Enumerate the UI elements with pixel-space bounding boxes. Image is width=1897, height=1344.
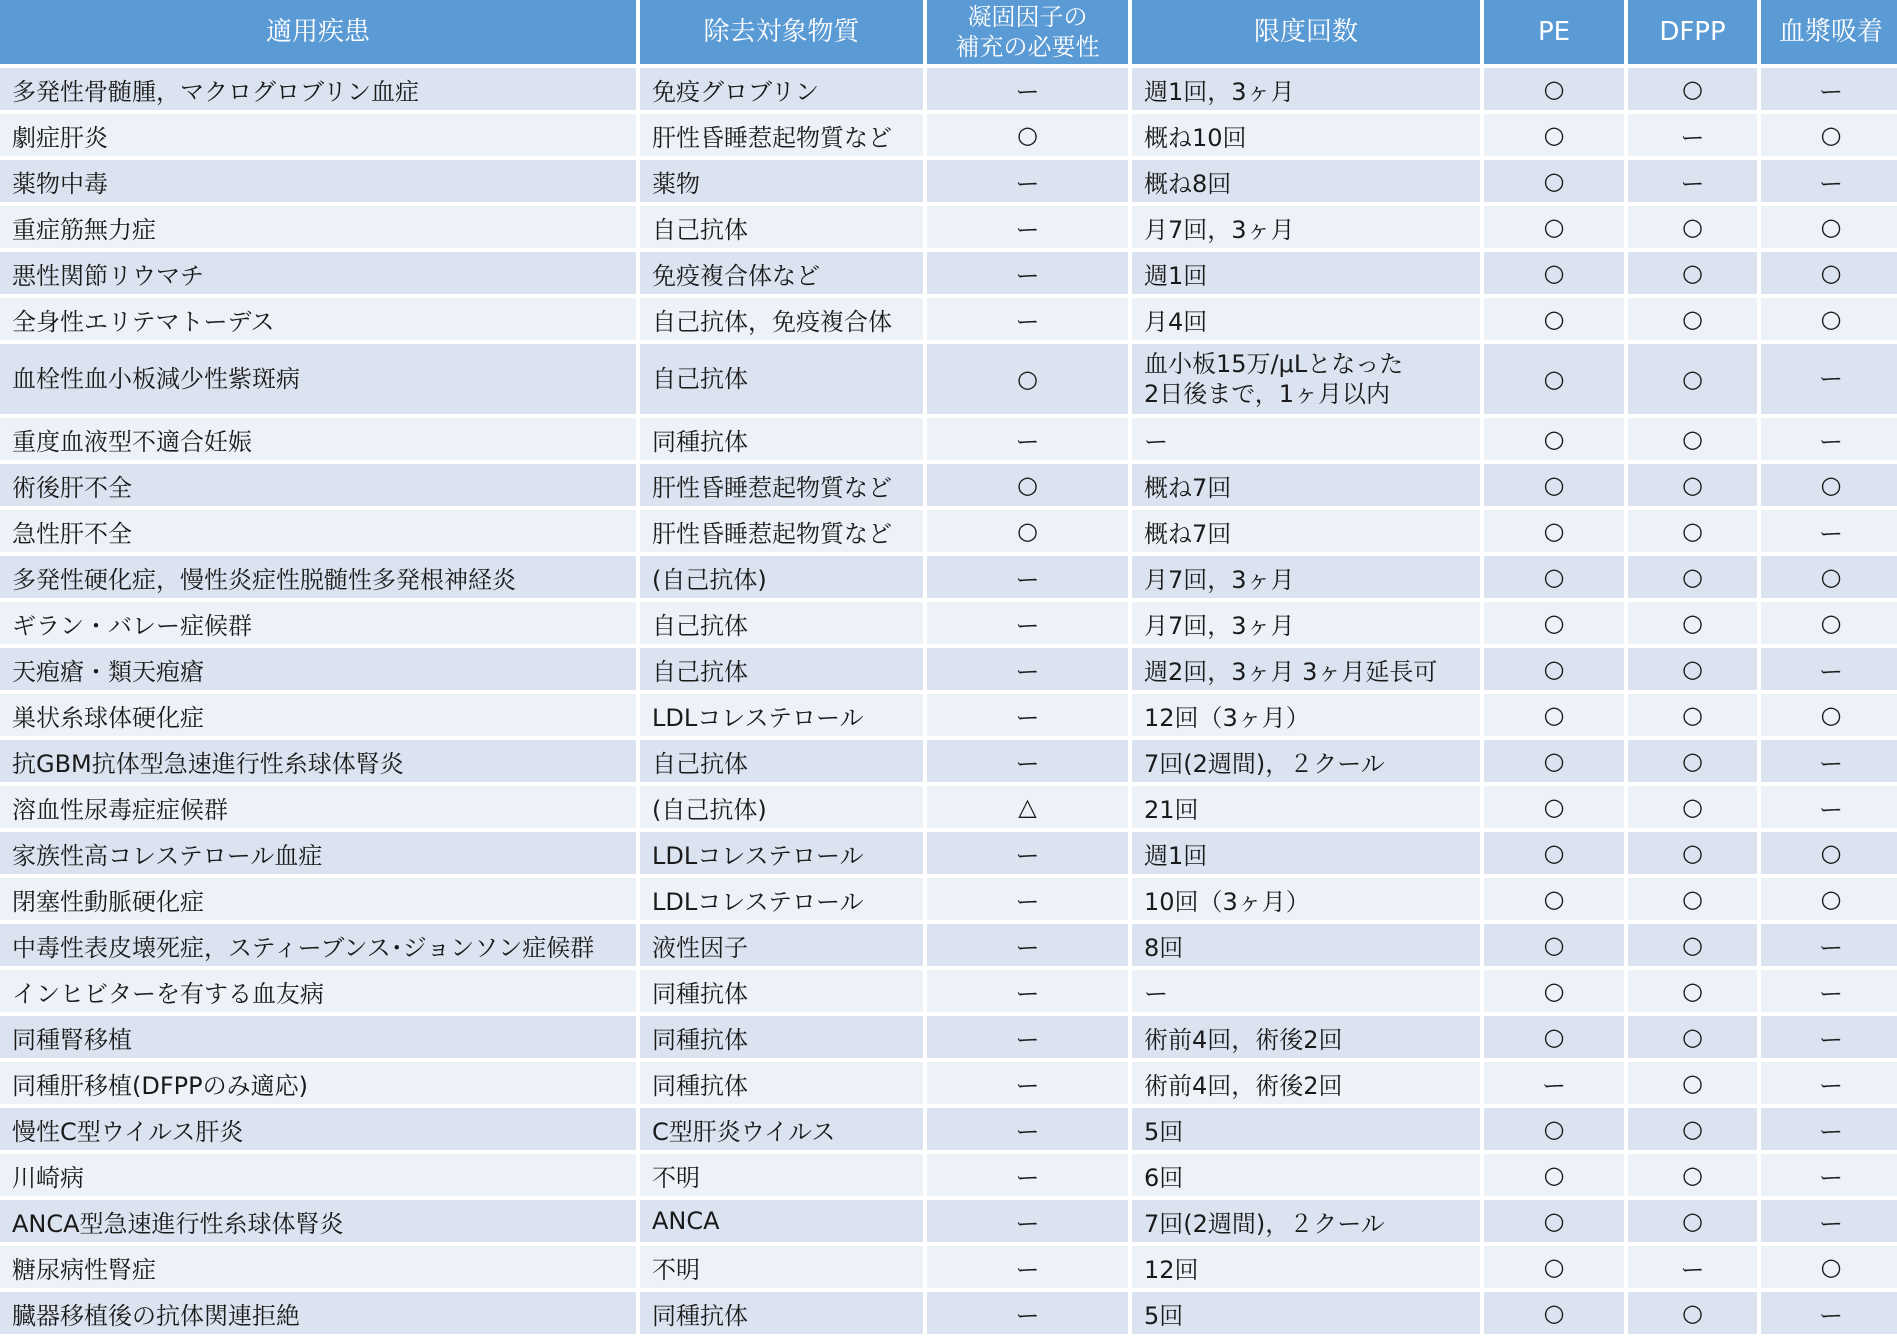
cell-limit-count: 月7回，3ヶ月	[1132, 206, 1480, 248]
cell-dfpp: ○	[1628, 924, 1757, 966]
cell-coagulation-factor: ー	[927, 648, 1128, 690]
cell-plasma-adsorption: ー	[1761, 418, 1897, 460]
table-row	[0, 68, 1897, 110]
cell-target-substance: 同種抗体	[640, 1016, 923, 1058]
cell-target-substance: 液性因子	[640, 924, 923, 966]
cell-disease: 劇症肝炎	[0, 114, 636, 156]
cell-disease: 重症筋無力症	[0, 206, 636, 248]
table-row	[0, 206, 1897, 248]
cell-pe: ○	[1484, 1200, 1624, 1242]
cell-disease: 急性肝不全	[0, 510, 636, 552]
cell-limit-count: 概ね7回	[1132, 464, 1480, 506]
table-row	[0, 878, 1897, 920]
cell-target-substance: 肝性昏睡惹起物質など	[640, 510, 923, 552]
cell-pe: ○	[1484, 786, 1624, 828]
table-row	[0, 832, 1897, 874]
table-row	[0, 114, 1897, 156]
cell-coagulation-factor: ー	[927, 1062, 1128, 1104]
table-row	[0, 1200, 1897, 1242]
table-row	[0, 556, 1897, 598]
cell-limit-count: 10回（3ヶ月）	[1132, 878, 1480, 920]
cell-disease: 悪性関節リウマチ	[0, 252, 636, 294]
cell-target-substance: (自己抗体)	[640, 786, 923, 828]
cell-disease: 糖尿病性腎症	[0, 1246, 636, 1288]
table-row	[0, 252, 1897, 294]
cell-limit-count: 7回(2週間)，２クール	[1132, 740, 1480, 782]
cell-limit-count: 術前4回，術後2回	[1132, 1016, 1480, 1058]
cell-dfpp: ○	[1628, 68, 1757, 110]
cell-disease: ANCA型急速進行性糸球体腎炎	[0, 1200, 636, 1242]
cell-target-substance: 肝性昏睡惹起物質など	[640, 114, 923, 156]
cell-dfpp: ○	[1628, 832, 1757, 874]
cell-plasma-adsorption: ー	[1761, 1108, 1897, 1150]
cell-coagulation-factor: ー	[927, 1108, 1128, 1150]
cell-plasma-adsorption: ○	[1761, 832, 1897, 874]
cell-disease: 全身性エリテマトーデス	[0, 298, 636, 340]
cell-plasma-adsorption: ー	[1761, 1016, 1897, 1058]
cell-plasma-adsorption: ー	[1761, 648, 1897, 690]
cell-target-substance: 同種抗体	[640, 970, 923, 1012]
cell-plasma-adsorption: ー	[1761, 1200, 1897, 1242]
cell-dfpp: ○	[1628, 556, 1757, 598]
cell-coagulation-factor: ー	[927, 1200, 1128, 1242]
cell-pe: ○	[1484, 1016, 1624, 1058]
cell-target-substance: 同種抗体	[640, 418, 923, 460]
cell-plasma-adsorption: ー	[1761, 68, 1897, 110]
header-limit-count: 限度回数	[1132, 0, 1480, 64]
cell-coagulation-factor: △	[927, 786, 1128, 828]
cell-dfpp: ○	[1628, 464, 1757, 506]
cell-coagulation-factor: ー	[927, 1246, 1128, 1288]
table-row	[0, 418, 1897, 460]
cell-dfpp: ー	[1628, 1246, 1757, 1288]
cell-disease: 臓器移植後の抗体関連拒絶	[0, 1292, 636, 1334]
cell-pe: ○	[1484, 298, 1624, 340]
table-row	[0, 1154, 1897, 1196]
cell-disease: 多発性骨髄腫，マクログロブリン血症	[0, 68, 636, 110]
cell-disease: 術後肝不全	[0, 464, 636, 506]
cell-target-substance: LDLコレステロール	[640, 832, 923, 874]
table-row	[0, 648, 1897, 690]
header-target-substance: 除去対象物質	[640, 0, 923, 64]
cell-dfpp: ○	[1628, 602, 1757, 644]
cell-coagulation-factor: ー	[927, 970, 1128, 1012]
cell-target-substance: 自己抗体	[640, 740, 923, 782]
cell-limit-count: 術前4回，術後2回	[1132, 1062, 1480, 1104]
cell-target-substance: 自己抗体	[640, 344, 923, 414]
cell-plasma-adsorption: ー	[1761, 510, 1897, 552]
table-row	[0, 970, 1897, 1012]
cell-disease: 慢性C型ウイルス肝炎	[0, 1108, 636, 1150]
header-disease: 適用疾患	[0, 0, 636, 64]
cell-limit-count: 7回(2週間)，２クール	[1132, 1200, 1480, 1242]
cell-pe: ○	[1484, 878, 1624, 920]
cell-plasma-adsorption: ー	[1761, 970, 1897, 1012]
cell-dfpp: ○	[1628, 970, 1757, 1012]
cell-pe: ○	[1484, 464, 1624, 506]
cell-coagulation-factor: ー	[927, 160, 1128, 202]
cell-dfpp: ○	[1628, 344, 1757, 414]
cell-limit-count: 週1回	[1132, 832, 1480, 874]
cell-disease: 閉塞性動脈硬化症	[0, 878, 636, 920]
cell-disease: 巣状糸球体硬化症	[0, 694, 636, 736]
table-row	[0, 1108, 1897, 1150]
cell-plasma-adsorption: ○	[1761, 252, 1897, 294]
cell-disease: インヒビターを有する血友病	[0, 970, 636, 1012]
cell-dfpp: ○	[1628, 1108, 1757, 1150]
header-dfpp: DFPP	[1628, 0, 1757, 64]
table-row	[0, 464, 1897, 506]
cell-plasma-adsorption: ○	[1761, 694, 1897, 736]
cell-coagulation-factor: ー	[927, 1016, 1128, 1058]
cell-disease: 家族性高コレステロール血症	[0, 832, 636, 874]
cell-disease: 多発性硬化症，慢性炎症性脱髄性多発根神経炎	[0, 556, 636, 598]
cell-target-substance: 自己抗体	[640, 602, 923, 644]
cell-disease: 中毒性表皮壊死症，スティーブンス･ジョンソン症候群	[0, 924, 636, 966]
table-row	[0, 160, 1897, 202]
cell-disease: 抗GBM抗体型急速進行性糸球体腎炎	[0, 740, 636, 782]
cell-dfpp: ー	[1628, 114, 1757, 156]
cell-plasma-adsorption: ー	[1761, 924, 1897, 966]
cell-coagulation-factor: ○	[927, 114, 1128, 156]
cell-limit-count: 週1回，3ヶ月	[1132, 68, 1480, 110]
cell-pe: ○	[1484, 556, 1624, 598]
cell-plasma-adsorption: ○	[1761, 206, 1897, 248]
cell-plasma-adsorption: ー	[1761, 1292, 1897, 1334]
cell-limit-count: 月7回，3ヶ月	[1132, 556, 1480, 598]
cell-plasma-adsorption: ○	[1761, 464, 1897, 506]
cell-limit-count: 6回	[1132, 1154, 1480, 1196]
cell-target-substance: 不明	[640, 1246, 923, 1288]
cell-coagulation-factor: ー	[927, 878, 1128, 920]
cell-pe: ○	[1484, 648, 1624, 690]
cell-coagulation-factor: ー	[927, 1154, 1128, 1196]
cell-coagulation-factor: ー	[927, 832, 1128, 874]
cell-coagulation-factor: ○	[927, 344, 1128, 414]
cell-target-substance: (自己抗体)	[640, 556, 923, 598]
cell-limit-count: 週2回，3ヶ月 3ヶ月延長可	[1132, 648, 1480, 690]
cell-pe: ○	[1484, 510, 1624, 552]
cell-target-substance: 自己抗体	[640, 206, 923, 248]
table-row	[0, 924, 1897, 966]
cell-plasma-adsorption: ー	[1761, 1154, 1897, 1196]
cell-target-substance: 肝性昏睡惹起物質など	[640, 464, 923, 506]
cell-pe: ○	[1484, 114, 1624, 156]
cell-disease: 血栓性血小板減少性紫斑病	[0, 344, 636, 414]
cell-limit-count: ー	[1132, 970, 1480, 1012]
table-row	[0, 1016, 1897, 1058]
cell-disease: 重度血液型不適合妊娠	[0, 418, 636, 460]
cell-dfpp: ○	[1628, 694, 1757, 736]
table-row	[0, 298, 1897, 340]
cell-dfpp: ○	[1628, 1016, 1757, 1058]
cell-target-substance: 自己抗体，免疫複合体	[640, 298, 923, 340]
cell-dfpp: ○	[1628, 740, 1757, 782]
cell-coagulation-factor: ー	[927, 1292, 1128, 1334]
cell-limit-count: 血小板15万/μLとなった 2日後まで，1ヶ月以内	[1132, 344, 1480, 414]
cell-plasma-adsorption: ○	[1761, 1246, 1897, 1288]
table-row	[0, 1246, 1897, 1288]
header-coagulation-factor: 凝固因子の 補充の必要性	[927, 0, 1128, 64]
cell-pe: ○	[1484, 740, 1624, 782]
cell-limit-count: ー	[1132, 418, 1480, 460]
cell-plasma-adsorption: ○	[1761, 556, 1897, 598]
cell-dfpp: ○	[1628, 1292, 1757, 1334]
cell-target-substance: 同種抗体	[640, 1292, 923, 1334]
cell-pe: ○	[1484, 602, 1624, 644]
cell-plasma-adsorption: ー	[1761, 786, 1897, 828]
cell-limit-count: 概ね7回	[1132, 510, 1480, 552]
cell-dfpp: ○	[1628, 418, 1757, 460]
table-row	[0, 786, 1897, 828]
cell-pe: ○	[1484, 418, 1624, 460]
table-row	[0, 694, 1897, 736]
cell-coagulation-factor: ー	[927, 694, 1128, 736]
cell-limit-count: 8回	[1132, 924, 1480, 966]
cell-disease: 溶血性尿毒症症候群	[0, 786, 636, 828]
cell-plasma-adsorption: ○	[1761, 298, 1897, 340]
cell-pe: ○	[1484, 694, 1624, 736]
cell-disease: 天疱瘡・類天疱瘡	[0, 648, 636, 690]
cell-limit-count: 月4回	[1132, 298, 1480, 340]
table-row	[0, 1062, 1897, 1104]
cell-pe: ○	[1484, 832, 1624, 874]
cell-disease: 同種肝移植(DFPPのみ適応)	[0, 1062, 636, 1104]
table-row	[0, 602, 1897, 644]
cell-dfpp: ○	[1628, 252, 1757, 294]
cell-coagulation-factor: ○	[927, 510, 1128, 552]
cell-disease: ギラン・バレー症候群	[0, 602, 636, 644]
cell-pe: ○	[1484, 1292, 1624, 1334]
cell-disease: 同種腎移植	[0, 1016, 636, 1058]
cell-dfpp: ○	[1628, 298, 1757, 340]
cell-dfpp: ○	[1628, 510, 1757, 552]
cell-pe: ○	[1484, 68, 1624, 110]
cell-limit-count: 月7回，3ヶ月	[1132, 602, 1480, 644]
cell-target-substance: 同種抗体	[640, 1062, 923, 1104]
header-plasma-adsorption: 血漿吸着	[1761, 0, 1897, 64]
cell-plasma-adsorption: ー	[1761, 160, 1897, 202]
cell-pe: ○	[1484, 206, 1624, 248]
cell-dfpp: ○	[1628, 786, 1757, 828]
cell-pe: ー	[1484, 1062, 1624, 1104]
table-row	[0, 740, 1897, 782]
cell-target-substance: 免疫グロブリン	[640, 68, 923, 110]
cell-coagulation-factor: ー	[927, 298, 1128, 340]
cell-target-substance: 自己抗体	[640, 648, 923, 690]
table-row	[0, 510, 1897, 552]
header-row	[0, 0, 1897, 64]
cell-target-substance: LDLコレステロール	[640, 694, 923, 736]
cell-plasma-adsorption: ー	[1761, 1062, 1897, 1104]
cell-pe: ○	[1484, 970, 1624, 1012]
cell-plasma-adsorption: ○	[1761, 602, 1897, 644]
cell-dfpp: ー	[1628, 160, 1757, 202]
cell-pe: ○	[1484, 1108, 1624, 1150]
cell-limit-count: 12回	[1132, 1246, 1480, 1288]
cell-limit-count: 12回（3ヶ月）	[1132, 694, 1480, 736]
cell-pe: ○	[1484, 252, 1624, 294]
cell-coagulation-factor: ○	[927, 464, 1128, 506]
cell-disease: 薬物中毒	[0, 160, 636, 202]
cell-plasma-adsorption: ー	[1761, 740, 1897, 782]
table-row	[0, 1292, 1897, 1334]
cell-limit-count: 概ね10回	[1132, 114, 1480, 156]
table-row	[0, 344, 1897, 414]
cell-pe: ○	[1484, 344, 1624, 414]
cell-coagulation-factor: ー	[927, 418, 1128, 460]
cell-dfpp: ○	[1628, 1200, 1757, 1242]
cell-target-substance: 薬物	[640, 160, 923, 202]
cell-coagulation-factor: ー	[927, 740, 1128, 782]
cell-coagulation-factor: ー	[927, 252, 1128, 294]
cell-plasma-adsorption: ○	[1761, 878, 1897, 920]
cell-pe: ○	[1484, 160, 1624, 202]
cell-target-substance: LDLコレステロール	[640, 878, 923, 920]
cell-coagulation-factor: ー	[927, 68, 1128, 110]
cell-dfpp: ○	[1628, 648, 1757, 690]
cell-plasma-adsorption: ー	[1761, 344, 1897, 414]
cell-limit-count: 21回	[1132, 786, 1480, 828]
cell-limit-count: 概ね8回	[1132, 160, 1480, 202]
cell-pe: ○	[1484, 1154, 1624, 1196]
cell-target-substance: ANCA	[640, 1200, 923, 1242]
cell-pe: ○	[1484, 924, 1624, 966]
cell-disease: 川崎病	[0, 1154, 636, 1196]
cell-pe: ○	[1484, 1246, 1624, 1288]
cell-limit-count: 週1回	[1132, 252, 1480, 294]
header-pe: PE	[1484, 0, 1624, 64]
cell-dfpp: ○	[1628, 206, 1757, 248]
cell-limit-count: 5回	[1132, 1292, 1480, 1334]
cell-dfpp: ○	[1628, 878, 1757, 920]
cell-target-substance: C型肝炎ウイルス	[640, 1108, 923, 1150]
cell-dfpp: ○	[1628, 1154, 1757, 1196]
table-body	[0, 68, 1897, 1334]
cell-coagulation-factor: ー	[927, 556, 1128, 598]
cell-target-substance: 不明	[640, 1154, 923, 1196]
cell-dfpp: ○	[1628, 1062, 1757, 1104]
cell-limit-count: 5回	[1132, 1108, 1480, 1150]
cell-plasma-adsorption: ○	[1761, 114, 1897, 156]
cell-coagulation-factor: ー	[927, 924, 1128, 966]
cell-coagulation-factor: ー	[927, 602, 1128, 644]
cell-coagulation-factor: ー	[927, 206, 1128, 248]
cell-target-substance: 免疫複合体など	[640, 252, 923, 294]
